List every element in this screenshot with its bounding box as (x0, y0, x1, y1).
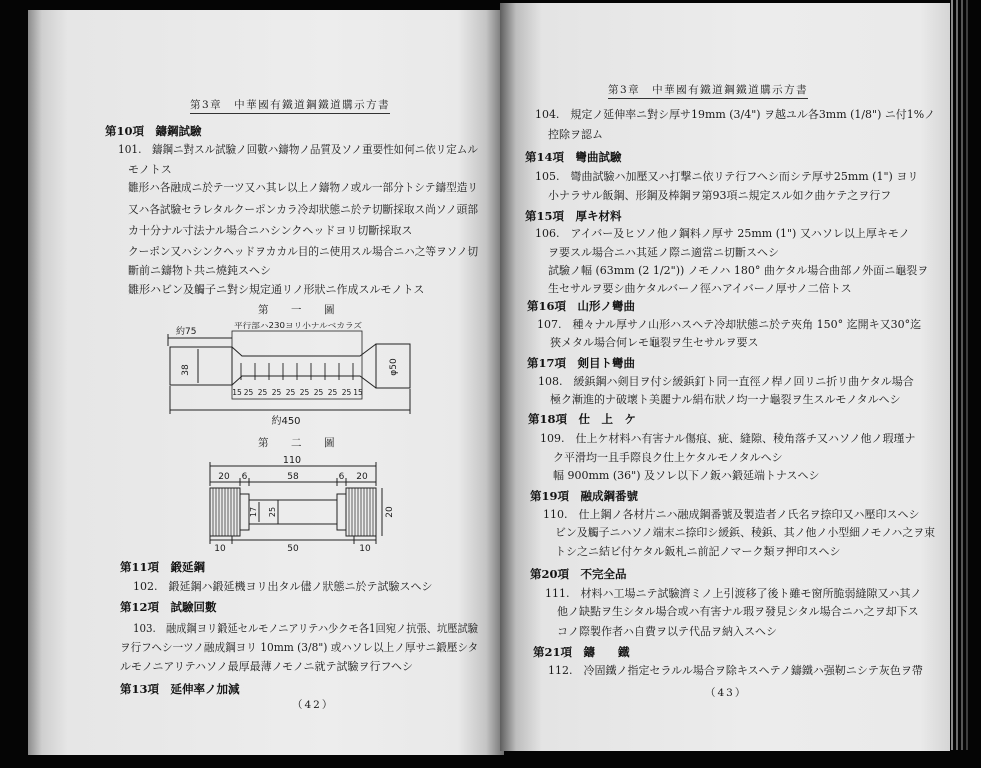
paragraph-101-line: 斷前ニ鑄物ト共ニ燒鈍スヘシ (128, 264, 271, 277)
section-title-17: 第17項 剣目ト彎曲 (527, 356, 636, 370)
grip-height-label: 38 (181, 364, 191, 376)
paragraph-101-line: 101. 鑄鋼ニ對スル試驗ノ回數ハ鑄物ノ品質及ソノ重要性如何ニ依リ定ムル (118, 143, 478, 156)
running-header: 第3章 中華國有鐵道鋼鐵道購示方書 (608, 83, 808, 99)
section-title-19: 第19項 融成鋼番號 (530, 489, 639, 503)
section-title-20: 第20項 不完全品 (530, 567, 627, 581)
gauge-division-label: 25 (243, 388, 254, 397)
page-edge (961, 0, 963, 750)
gauge-division-label: 25 (313, 388, 324, 397)
section-title-16: 第16項 山形ノ彎曲 (527, 299, 636, 313)
page-edge (966, 0, 968, 750)
figure-2-caption: 第 二 圖 (258, 437, 341, 449)
paragraph-104-line: 104. 規定ノ延伸率ニ對シ厚サ19mm (3/4") ヲ越ユル各3mm (1/8") ニ付1%ノ (535, 108, 936, 121)
section-title-12: 第12項 試驗回數 (120, 600, 217, 614)
paragraph-109-line: 幅 900mm (36") 及ソレ以下ノ鈑ハ鍛延端トナスヘシ (553, 469, 820, 482)
section-title-10: 第10項 鑄鋼試驗 (105, 124, 202, 138)
section-title-21: 第21項 鑄 鐵 (533, 645, 630, 659)
bottom-label: 10 (214, 544, 226, 554)
paragraph-108-line: 108. 緩鋲鋼ハ剣目ヲ付シ緩鋲釘ト同一直徑ノ桿ノ回リニ折リ曲ケタル場合 (538, 375, 914, 388)
section-title-15: 第15項 厚キ材料 (525, 209, 622, 223)
paragraph-112-line: 112. 冷固鐵ノ指定セラルル場合ヲ除キスヘテノ鑄鐵ハ强靭ニシテ灰色ヲ帶 (548, 664, 923, 677)
segment-label: 6 (241, 472, 248, 482)
neck-large-label: 25 (268, 506, 277, 518)
paragraph-101-line: 雛形ハ各融成ニ於テ一ツ又ハ其レ以上ノ鑄物ノ或ル一部分トシテ鑄型造リ (128, 181, 478, 194)
paragraph-101-line: モノトス (128, 163, 172, 176)
paragraph-106-line: 106. アイバー及ヒソノ他ノ鋼料ノ厚サ 25mm (1") 又ハソレ以上厚キモノ (535, 227, 910, 240)
page-edge (956, 0, 958, 750)
segment-label: 20 (218, 472, 230, 482)
running-header: 第3章 中華國有鐵道鋼鐵道購示方書 (190, 98, 390, 114)
segment-label: 20 (356, 472, 368, 482)
gauge-division-label: 25 (271, 388, 282, 397)
paragraph-107-line: 107. 種々ナル厚サノ山形ハスヘテ冷却狀態ニ於テ夾角 150° 迄開キ又30°迄 (537, 318, 922, 331)
gauge-division-label: 25 (299, 388, 310, 397)
paragraph-106-line: 生セサルヲ要シ曲ケタルバーノ徑ハアイバーノ厚サノ二倍トス (548, 282, 852, 295)
paragraph-106-line: 試驗ノ幅 (63mm (2 1/2")) ノモノハ 180° 曲ケタル場合曲部ノ外面ニ龜裂ヲ (548, 264, 929, 277)
paragraph-102-line: 102. 鍛延鋼ハ鍛延機ヨリ出タル儘ノ狀態ニ於テ試驗スヘシ (133, 580, 433, 593)
segment-label: 6 (338, 472, 345, 482)
overall-length-label: 約450 (271, 416, 301, 427)
segment-label: 58 (287, 472, 299, 482)
paragraph-108-line: 極ク漸進的ナ破壞ト美麗ナル絹布狀ノ均一ナ龜裂ヲ生スルモノタルヘシ (550, 393, 901, 406)
paragraph-111-line: 111. 材料ハ工場ニテ試驗濟ミノ上引渡移了後ト雖モ窗所脆弱縫隙又ハ其ノ (545, 587, 922, 600)
page-number: （42） (292, 699, 335, 711)
paragraph-104-line: 控除ヲ認ム (548, 128, 603, 141)
page-number: （43） (705, 687, 748, 699)
bottom-label: 10 (359, 544, 371, 554)
paragraph-101-line: 又ハ各試驗セラレタルクーポンカラ冷却狀態ニ於テ切斷採取ス尚ソノ頭部 (128, 203, 478, 216)
grip-length-label: 約75 (176, 327, 197, 337)
paragraph-111-line: 他ノ缺點ヲ生シタル場合或ハ有害ナル瑕ヲ發見シタル場合ニハ之ヲ却下ス (557, 605, 919, 618)
paragraph-109-line: ク平滑均一且手際良ク仕上ケタルモノタルヘシ (553, 451, 783, 464)
paragraph-103-line: 103. 融成鋼ヨリ鍛延セルモノニアリテハ少クモ各1回宛ノ抗張、坑壓試驗 (133, 622, 478, 635)
paragraph-109-line: 109. 仕上ケ材料ハ有害ナル傷痕、疵、縫隙、稜角落チ又ハソノ他ノ瑕瑾ナ (540, 432, 916, 445)
paragraph-110-line: トシ之ニ結ビ付ケタル鈑札ニ前記ノマーク類ヲ押印スヘシ (555, 545, 841, 558)
bottom-label: 50 (287, 544, 299, 554)
paragraph-105-line: 小ナラサル飯鋼、形鋼及棒鋼ヲ第93項ニ規定スル如ク曲ケテ之ヲ行フ (548, 189, 892, 202)
section-title-13: 第13項 延伸率ノ加減 (120, 682, 240, 696)
paragraph-103-line: ヲ行フヘシ一ツノ融成鋼ヨリ 10mm (3/8") 或ハソレ以上ノ厚サニ鍛壓シタ (120, 641, 479, 654)
figure-1-caption: 第 一 圖 (258, 304, 341, 316)
head-height-label: 20 (385, 506, 395, 518)
page-edge (951, 0, 953, 750)
paragraph-101-line: カ十分ナル寸法ナル場合ニハシンクヘッドヨリ切斷採取ス (128, 224, 413, 237)
paragraph-101-line: クーポン又ハシンクヘッドヲカカル目的ニ使用スル場合ニハ之等ヲソノ切 (128, 245, 479, 258)
parallel-section-note: 平行部ハ230ヨリ小ナルベカラズ (234, 321, 346, 330)
section-title-14: 第14項 彎曲試驗 (525, 150, 622, 164)
paragraph-111-line: コノ際製作者ハ自費ヲ以テ代品ヲ納入スヘシ (557, 625, 777, 638)
gauge-division-label: 25 (341, 388, 352, 397)
paragraph-103-line: ルモノニアリテハソノ最厚最薄ノモノニ就テ試驗ヲ行フヘシ (120, 660, 414, 673)
paragraph-101-line: 雛形ハビン及觸子ニ對シ規定通リノ形狀ニ作成スルモノトス (128, 283, 425, 296)
diameter-label: φ50 (389, 358, 399, 376)
section-title-11: 第11項 鍛延鋼 (120, 560, 206, 574)
gauge-division-label: 15 (232, 388, 242, 397)
paragraph-110-line: ビン及觸子ニハソノ端末ニ捺印シ緩鋲、稜鋲、其ノ他ノ小型細ノモノハ之ヲ束 (555, 526, 936, 539)
paragraph-105-line: 105. 彎曲試驗ハ加壓又ハ打撃ニ依リテ行フヘシ而シテ厚サ25mm (1") ヨリ (535, 170, 919, 183)
paragraph-106-line: ヲ要スル場合ニハ其延ノ際ニ適當ニ切斷スヘシ (548, 246, 779, 259)
gauge-division-label: 25 (327, 388, 338, 397)
neck-small-label: 17 (249, 506, 258, 518)
overall-length-label: 110 (282, 455, 302, 466)
gauge-division-label: 25 (285, 388, 296, 397)
paragraph-110-line: 110. 仕上鋼ノ各材片ニハ融成鋼番號及製造者ノ氏名ヲ捺印又ハ壓印スヘシ (543, 508, 920, 521)
paragraph-107-line: 狹メタル場合何レモ龜裂ヲ生セサルヲ要ス (550, 336, 759, 349)
gauge-division-label: 25 (257, 388, 268, 397)
section-title-18: 第18項 仕 上 ケ (528, 412, 637, 426)
gauge-division-label: 15 (353, 388, 363, 397)
